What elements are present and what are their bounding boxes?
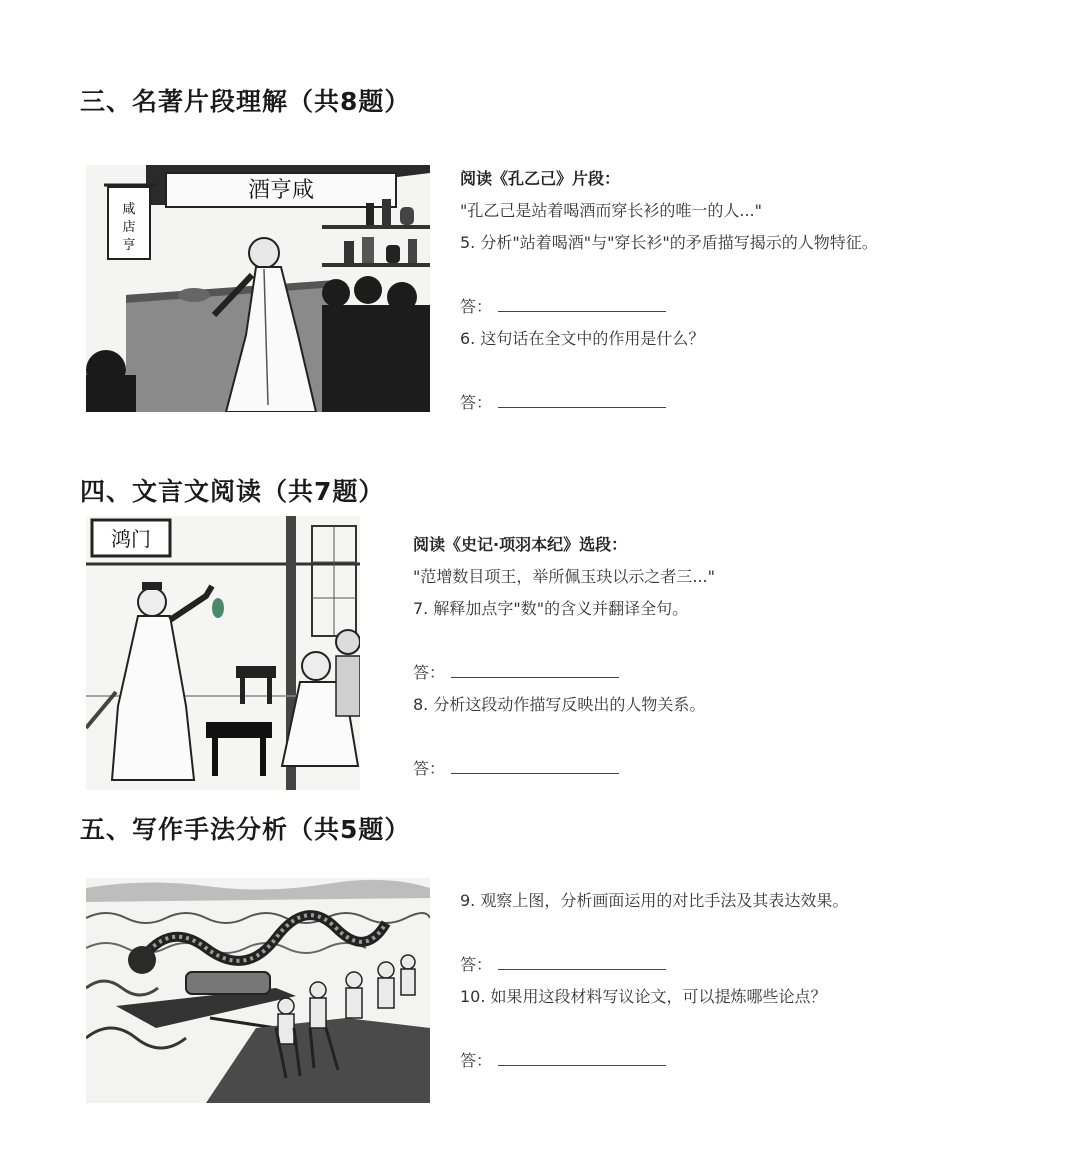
answer-row	[413, 753, 1053, 785]
question-block-5	[460, 885, 1060, 1077]
section-title-4: 四、文言文阅读（共7题）	[80, 477, 385, 506]
answer-row	[460, 949, 1060, 981]
svg-text:亨: 亨	[122, 238, 136, 253]
question-item: 10. 如果用这段材料写议论文，可以提炼哪些论点？	[460, 987, 827, 1006]
hall-sign-text: 鸿门	[111, 527, 151, 551]
section-title-3: 三、名著片段理解（共8题）	[80, 87, 411, 116]
answer-blank[interactable]	[451, 661, 619, 678]
answer-blank[interactable]	[498, 1049, 666, 1066]
answer-blank[interactable]	[451, 757, 619, 774]
kong-yiji-tavern-illustration	[86, 165, 430, 412]
question-item: 6. 这句话在全文中的作用是什么？	[460, 329, 705, 348]
reading-quote: "范增数目项王，举所佩玉玦以示之者三..."	[413, 567, 715, 586]
answer-label: 答：	[460, 1051, 493, 1070]
section-title-5: 五、写作手法分析（共5题）	[80, 815, 411, 844]
answer-blank[interactable]	[498, 295, 666, 312]
question-item: 7. 解释加点字"数"的含义并翻译全句。	[413, 599, 689, 618]
answer-row	[413, 657, 1053, 689]
question-item: 5. 分析"站着喝酒"与"穿长衫"的矛盾描写揭示的人物特征。	[460, 233, 878, 252]
answer-row	[460, 291, 1060, 323]
question-item: 8. 分析这段动作描写反映出的人物关系。	[413, 695, 706, 714]
answer-label: 答：	[413, 759, 446, 778]
reading-heading: 阅读《史记·项羽本纪》选段：	[413, 535, 628, 554]
question-item: 9. 观察上图，分析画面运用的对比手法及其表达效果。	[460, 891, 849, 910]
answer-row	[460, 387, 1060, 419]
answer-blank[interactable]	[498, 953, 666, 970]
question-block-3	[460, 163, 1060, 419]
answer-label: 答：	[413, 663, 446, 682]
dragon-river-boat-illustration	[86, 878, 430, 1103]
answer-row	[460, 1045, 1060, 1077]
reading-heading: 阅读《孔乙己》片段：	[460, 169, 621, 188]
svg-text:店: 店	[122, 220, 136, 235]
answer-label: 答：	[460, 955, 493, 974]
answer-blank[interactable]	[498, 391, 666, 408]
question-block-4	[413, 529, 1053, 785]
svg-text:咸: 咸	[122, 202, 136, 217]
hongmen-banquet-illustration	[86, 516, 360, 790]
answer-label: 答：	[460, 297, 493, 316]
tavern-sign-text: 酒亨咸	[247, 178, 315, 203]
reading-quote: "孔乙己是站着喝酒而穿长衫的唯一的人..."	[460, 201, 762, 220]
answer-label: 答：	[460, 393, 493, 412]
